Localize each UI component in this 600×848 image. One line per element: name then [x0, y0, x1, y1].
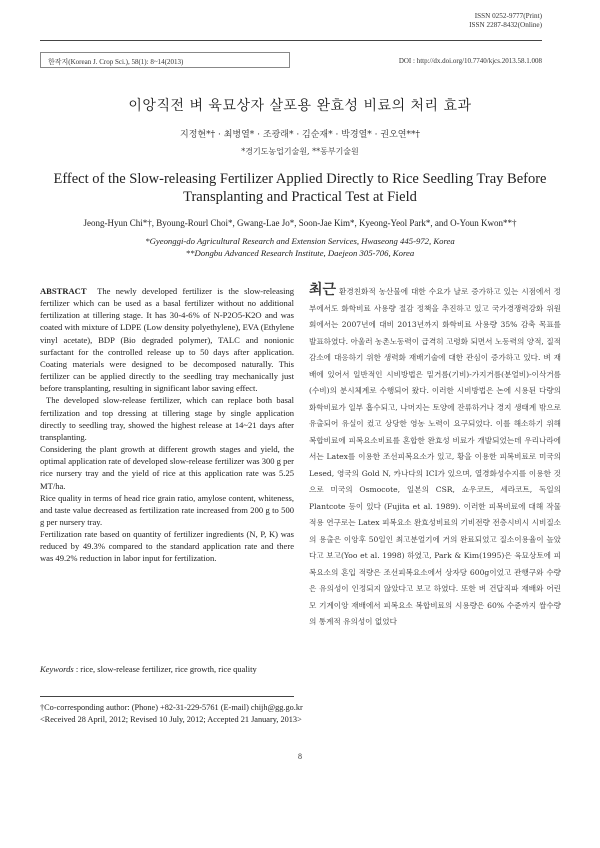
- issn-block: [469, 12, 542, 30]
- affiliation-english-2: **Dongbu Advanced Research Institute, Daejeon 305-706, Korea: [185, 248, 415, 258]
- issn-online: ISSN 2287-8432(Online): [469, 21, 542, 29]
- introduction-korean: [309, 282, 561, 631]
- affiliation-english: [0, 235, 600, 259]
- abstract-paragraph-5: Fertilization rate based on quantity of fertilizer ingredients (N, P, K) was reduced by 49.3% compared to the standard application rate and there was 49.2% reduction in labor input for fertilization.: [40, 529, 294, 564]
- issn-print: ISSN 0252-9777(Print): [474, 12, 542, 20]
- authors-english: Jeong-Hyun Chi*†, Byoung-Rourl Choi*, Gwang-Lae Jo*, Soon-Jae Kim*, Kyeong-Yeol Park*, and O-Youn Kwon**†: [83, 218, 517, 228]
- keywords: [40, 664, 294, 674]
- keywords-list: : rice, slow-release fertilizer, rice growth, rice quality: [73, 664, 257, 674]
- introduction-text: 환경친화적 농산물에 대한 수요가 날로 증가하고 있는 시점에서 정부에서도 화학비료 사용량 절감 정책을 추진하고 있고 국가경쟁력강화 위원회에서는 2007년에 대비 2013년까지 화학비료 사용량 35% 감축 목표를 발표하였다. 아울러 농촌노동력이 급격히 고령화 되면서 노동력의 양적, 질적 감소에 대응하기 위한 생력화 재배기술에 대한 관심이 증가하고 있다. 벼 재배에 있어서 일반적인 시비방법은 밑거름(기비)-가지거름(분얼비)-이삭거름(수비)의 분시체계로 수행되어 왔다. 이러한 시비방법은 논에 시용된 다량의 화학비료가 일부 흡수되고, 나머지는 토양에 잔류하거나 경지 생태계 밖으로 유출되어 유실이 컸고 상당한 영농 노력이 요구되었다. 이를 해소하기 위해 복합비료에 피복요소비료를 혼합한 완효성 비료가 개발되었는데 우리나라에서는 Latex를 이용한 조선피복요소가 있고, 황을 이용한 피복비료로 미국의 Lesed, 영국의 Gold N, 카나다의 ICI가 있으며, 열경화성수지를 이용한 것으로 미국의 Osmocote, 일본의 CSR, 쇼우코트, 세라코트, 독일의 Plantcote 등이 있다 (Fujita et al. 1989). 이러한 피복비료에 대해 작물적용 연구로는 Latex 피복요소 완효성비료의 기비전량 전층시비시 시비질소의 용출은 이앙후 50일인 최고분얼기에 거의 완료되었고 질소이용율이 높았다고 보고(Yoo et al. 1998) 하였고, Park & Kim(1995)은 육묘상토에 피복요소의 혼입 적량은 조선피복요소에서 상자당 600g이었고 관행구와 수량은 유의성이 인정되지 않았다고 보고 하였다. 또한 벼 건답직파 재배와 어린모 기계이앙 재배에서 피복요소 복합비료의 시용량은 60% 수준까지 쌀수량의 통계적 유의성이 없었다: [309, 287, 561, 626]
- authors-korean: 지정현*† · 최병열* · 조광래* · 김순재* · 박경열* · 권오연**†: [180, 130, 420, 140]
- footnote: [40, 702, 560, 725]
- title-english-line-2: Transplanting and Practical Test at Field: [183, 189, 417, 205]
- header-rule: [40, 40, 542, 41]
- keywords-label: Keywords: [40, 664, 74, 674]
- footnote-rule: [40, 696, 294, 697]
- title-english: [30, 170, 570, 206]
- affiliation-korean: *경기도농업기술원, **동부기술원: [241, 147, 359, 156]
- corresponding-author: †Co-corresponding author: (Phone) +82-31-229-5761 (E-mail) chijh@gg.go.kr: [40, 703, 303, 712]
- drop-cap: 최근: [309, 282, 337, 298]
- abstract-paragraph-2: The developed slow-release fertilizer, which can replace both basal fertilization and top dressing at tillering stage by single application directly to seedling tray, showed the highest release at 14~21 days after transplanting.: [40, 395, 294, 442]
- journal-ref: 한작지(Korean J. Crop Sci.), 58(1): 8~14(2013): [48, 58, 184, 66]
- title-english-line-1: Effect of the Slow-releasing Fertilizer Applied Directly to Rice Seedling Tray Before: [53, 171, 547, 187]
- page-number: 8: [298, 752, 302, 761]
- abstract-text-1: The newly developed fertilizer is the slow-releasing fertilizer which can be used as a basal fertilizer without no additional fertilization at tillering stage. It has 30-4-6% of N-P2O5-K2O and was coated with mixture of LDPE (Low density polyethylene), EVA (Ethylene vinyl acetate), BDP (Bio degraded polymer), TALC and nonionic surfactant for the controlled release up to 50 days after application. Coating materials were designed to be decomposed naturally. This fertilizer can be applied directly to the seedling tray mechanically just before transplanting, resulting in significant labor saving effect.: [40, 286, 294, 394]
- abstract: [40, 285, 294, 565]
- affiliation-english-1: *Gyeonggi-do Agricultural Research and Extension Services, Hwaseong 445-972, Korea: [145, 236, 455, 246]
- doi-link[interactable]: DOI : http://dx.doi.org/10.7740/kjcs.2013.58.1.008: [398, 57, 542, 65]
- abstract-paragraph-4: Rice quality in terms of head rice grain ratio, amylose content, whiteness, and taste value decreased as fertilization rate increased from 200 g to 500 g per nursery tray.: [40, 492, 294, 527]
- abstract-paragraph-3: Considering the plant growth at different growth stages and yield, the optimal application rate of developed slow-release fertilizer was 300 g per rice nursery tray and the yield of rice at this application rate was 5.25 MT/ha.: [40, 444, 294, 491]
- abstract-label: ABSTRACT: [40, 286, 87, 296]
- title-korean: 이앙직전 벼 육묘상자 살포용 완효성 비료의 처리 효과: [128, 98, 472, 114]
- abstract-paragraph-1: [40, 285, 294, 394]
- received-dates: <Received 28 April, 2012; Revised 10 July, 2012; Accepted 21 January, 2013>: [40, 714, 302, 724]
